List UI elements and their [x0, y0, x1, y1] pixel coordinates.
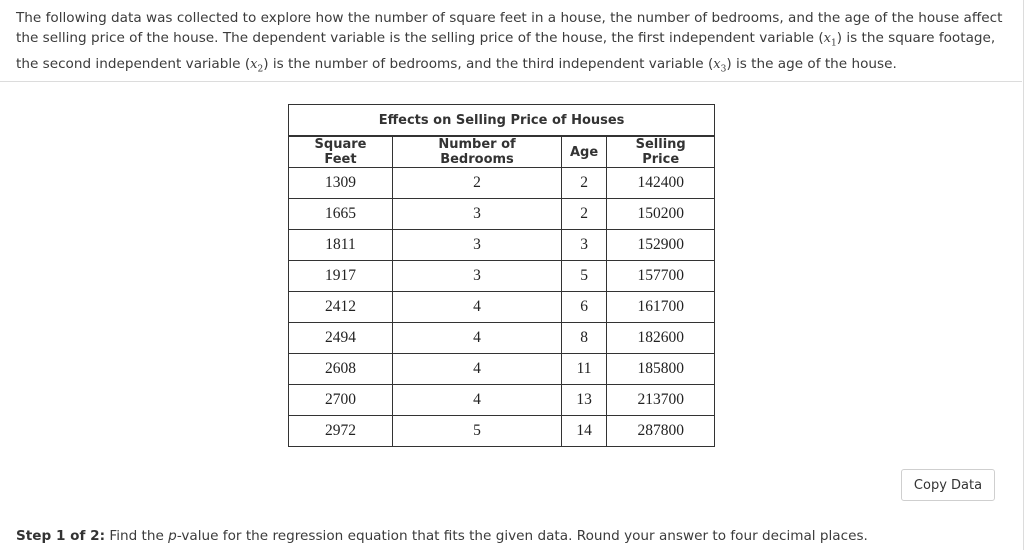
cell-selling-price: 142400	[607, 168, 715, 199]
table-row	[289, 354, 715, 385]
table-row	[289, 261, 715, 292]
house-data-table	[288, 104, 715, 447]
cell-age: 8	[562, 323, 607, 354]
cell-square-feet: 1811	[289, 230, 393, 261]
cell-bedrooms: 3	[393, 199, 562, 230]
cell-square-feet: 2700	[289, 385, 393, 416]
cell-selling-price: 185800	[607, 354, 715, 385]
table-row	[289, 292, 715, 323]
header-bedrooms: Number of Bedrooms	[393, 136, 562, 168]
header-age: Age	[562, 136, 607, 168]
table-row	[289, 230, 715, 261]
table-row	[289, 416, 715, 447]
table-body	[289, 168, 715, 447]
cell-age: 2	[562, 199, 607, 230]
cell-square-feet: 2972	[289, 416, 393, 447]
step-instruction	[16, 526, 868, 546]
cell-age: 3	[562, 230, 607, 261]
cell-age: 2	[562, 168, 607, 199]
cell-selling-price: 157700	[607, 261, 715, 292]
table-row	[289, 385, 715, 416]
x3-symbol: $x_3$	[713, 56, 727, 75]
cell-bedrooms: 4	[393, 292, 562, 323]
table-caption: Effects on Selling Price of Houses	[289, 105, 715, 137]
intro-text-2: ) is the square footage, the second independent variable (	[16, 30, 996, 72]
table-header-row	[289, 136, 715, 168]
cell-age: 11	[562, 354, 607, 385]
cell-age: 14	[562, 416, 607, 447]
intro-text-4: ) is the age of the house.	[726, 55, 897, 72]
step-text-2: -value for the regression equation that fits the given data. Round your answer to four decimal places.	[176, 528, 868, 544]
cell-selling-price: 182600	[607, 323, 715, 354]
cell-bedrooms: 4	[393, 385, 562, 416]
copy-data-button[interactable]: Copy Data	[901, 469, 995, 501]
header-selling-price: Selling Price	[607, 136, 715, 168]
cell-selling-price: 287800	[607, 416, 715, 447]
p-symbol: p	[168, 528, 177, 544]
cell-age: 13	[562, 385, 607, 416]
cell-bedrooms: 4	[393, 354, 562, 385]
cell-selling-price: 150200	[607, 199, 715, 230]
intro-text-1: The following data was collected to explore how the number of square feet in a house, the number of bedrooms, and the age of the house affect the selling price of the house. The dependent variable is the selling price of the house, the first independent variable (	[16, 10, 1003, 46]
x2-symbol: $x_2$	[250, 56, 264, 75]
header-square-feet: Square Feet	[289, 136, 393, 168]
cell-square-feet: 1309	[289, 168, 393, 199]
cell-age: 6	[562, 292, 607, 323]
cell-square-feet: 1665	[289, 199, 393, 230]
table-row	[289, 323, 715, 354]
section-divider	[0, 81, 1022, 82]
table-row	[289, 168, 715, 199]
table-row	[289, 199, 715, 230]
cell-square-feet: 2412	[289, 292, 393, 323]
cell-square-feet: 2608	[289, 354, 393, 385]
cell-bedrooms: 3	[393, 261, 562, 292]
cell-bedrooms: 4	[393, 323, 562, 354]
cell-selling-price: 152900	[607, 230, 715, 261]
cell-age: 5	[562, 261, 607, 292]
cell-bedrooms: 3	[393, 230, 562, 261]
x1-symbol: $x_1$	[823, 31, 837, 49]
cell-square-feet: 1917	[289, 261, 393, 292]
cell-bedrooms: 5	[393, 416, 562, 447]
step-label: Step 1 of 2:	[16, 528, 106, 544]
cell-selling-price: 161700	[607, 292, 715, 323]
cell-selling-price: 213700	[607, 385, 715, 416]
table-caption-row	[289, 105, 715, 137]
problem-statement	[16, 8, 1006, 79]
cell-bedrooms: 2	[393, 168, 562, 199]
cell-square-feet: 2494	[289, 323, 393, 354]
intro-text-3: ) is the number of bedrooms, and the third independent variable (	[263, 55, 714, 72]
step-text-1: Find the	[105, 528, 169, 544]
